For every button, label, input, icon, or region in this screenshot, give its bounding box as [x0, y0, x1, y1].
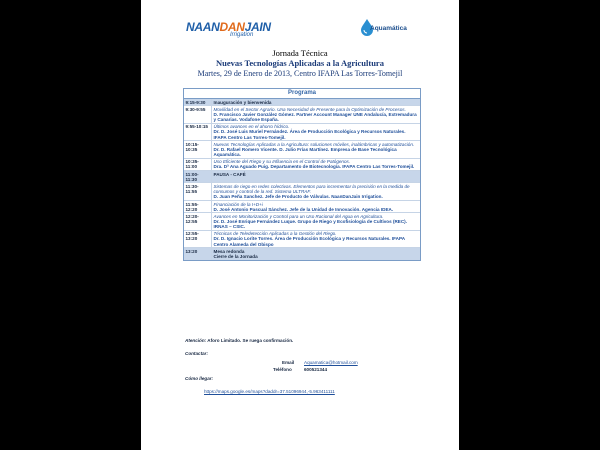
program-time: 13:20: [185, 248, 198, 254]
program-content: [211, 201, 420, 212]
program-item-title: Uso Eficiente del Riego y su Influencia en el Control de Patógenos.: [213, 159, 351, 165]
program-item-title: Financiación de la I+D+i: [213, 201, 263, 207]
directions-label: Cómo llegar:: [185, 376, 214, 381]
program-item-title: Avances en Monitorización y Control para un Uso Racional del Agua en Agricultura.: [213, 213, 384, 219]
program-row: [184, 231, 420, 248]
program-row: [184, 213, 420, 230]
program-speaker: Dr. D. José Luis Muriel Fernández. Área de Producción Ecológica y Recursos Naturales. IFAPA Centro Las Torres-Tomejil.: [213, 129, 406, 140]
program-speaker: Dra. Dª Ana Aguado Puig. Departamento de Biotecnología. IFAPA Centro Las Torres-Tomejil.: [213, 164, 415, 170]
program-table: [183, 88, 421, 261]
program-speaker: D. Juan Peña Sanchez. Jefe de Producto de Válvulas. NaanDanJain Irrigation.: [213, 194, 383, 200]
program-speaker: D. Francisco Javier González Gómez. Partner Account Manager UNE Andalucía, Extremadura y Canarias. Vodafone España.: [213, 111, 417, 123]
program-time: 11:55-12:20: [185, 201, 199, 212]
event-date-location: Martes, 29 de Enero de 2013, Centro IFAPA Las Torres-Tomejil: [197, 69, 403, 78]
program-time: 12:55-13:20: [185, 231, 199, 242]
program-speaker: D. José Antonio Pascual Sánchez. Jefe de la Unidad de Innovación. Agencia IDEA.: [213, 206, 394, 212]
logo-subtitle: Irrigation: [230, 32, 254, 38]
program-content: [211, 141, 420, 157]
program-content: [211, 231, 420, 247]
program-time: 9:55-10:15: [185, 124, 208, 130]
program-row: [184, 141, 420, 158]
map-link[interactable]: https://maps.google.es/maps?daddr=37.51096944,-5.963411111: [204, 389, 335, 394]
program-speaker: Cierre de la Jornada: [213, 253, 258, 259]
contact-label: Contactar:: [185, 351, 208, 356]
program-content: [211, 213, 420, 229]
program-speaker: Dr. D. Rafael Romero Vicente. D. Julio Frías Martínez. Empresa de Base Tecnológica Aquamática.: [213, 146, 397, 157]
aquamatica-name: Aquamática: [370, 25, 407, 32]
program-row: [184, 183, 420, 200]
program-content: [211, 248, 420, 259]
program-row: [184, 99, 420, 106]
program-item-title: Mesa redonda: [213, 248, 245, 254]
program-row: [184, 159, 420, 171]
program-item-title: PAUSA - CAFÉ: [213, 171, 246, 177]
program-row: [184, 248, 420, 259]
program-item-title: Sistemas de riego en redes colectivas. Elementos para incrementar la precisión en la medida de consumos y control de la red. Sistema ULTRAF.: [213, 184, 410, 195]
phone-value: 600521344: [304, 367, 327, 372]
aquamatica-logo: [360, 16, 426, 38]
program-time: 9:30-9:55: [185, 106, 206, 112]
program-item-title: Últimos avances en el ahorro hídrico.: [213, 124, 290, 130]
program-item-title: Técnicas de Teledetección Aplicadas a la Gestión del Riego.: [213, 231, 337, 237]
program-time: 10:35-11:00: [185, 159, 199, 170]
phone-row: Teléfono: [273, 367, 292, 372]
program-item-title: Movilidad en el Sector Agrario. Una Necesidad de Presente para la Optimización de Procesos.: [213, 106, 406, 112]
email-link[interactable]: Aquamatica@hotmail.com: [304, 360, 358, 365]
program-item-title: Nuevas Tecnologías Aplicadas a la Agricultura: soluciones móviles, inalámbricas y automatización.: [213, 141, 415, 147]
event-title: Nuevas Tecnologías Aplicadas a la Agricultura: [216, 58, 384, 68]
program-content: [211, 171, 420, 182]
program-time: 12:20-12:55: [185, 213, 199, 224]
program-row: [184, 124, 420, 141]
program-content: [211, 159, 420, 170]
program-row: [184, 171, 420, 183]
program-time: 11:30-11:55: [185, 184, 199, 195]
document-page: [141, 0, 459, 450]
attention-note: Atención: Aforo Limitado. Se ruega confirmación.: [185, 338, 294, 343]
program-content: [211, 106, 420, 122]
program-time: 9:15-9:30: [185, 99, 206, 105]
program-title: Programa: [184, 89, 420, 99]
program-time: 10:15-10:35: [185, 141, 199, 152]
program-rows: [184, 99, 420, 260]
email-row: Email: [282, 360, 295, 365]
program-speaker: Dr. D. José Enrique Fernández Luque. Grupo de Riego y Ecofisiología de Cultivos (REC). IRNAS – CSIC.: [213, 218, 407, 230]
program-row: [184, 201, 420, 213]
program-content: [211, 99, 420, 105]
program-item-title: Inauguración y bienvenida: [213, 99, 272, 105]
program-row: [184, 106, 420, 123]
program-time: 11:00-11:30: [185, 171, 199, 182]
program-content: [211, 183, 420, 199]
event-type: Jornada Técnica: [272, 48, 328, 58]
program-speaker: Dr. D. Ignacio Lorite Torres. Área de Producción Ecológica y Recursos Naturales. IFAPA Centro Alameda del Obispo: [213, 236, 405, 247]
program-content: [211, 124, 420, 140]
naandanjain-logo: NAANDANJAIN Irrigation: [186, 20, 271, 38]
